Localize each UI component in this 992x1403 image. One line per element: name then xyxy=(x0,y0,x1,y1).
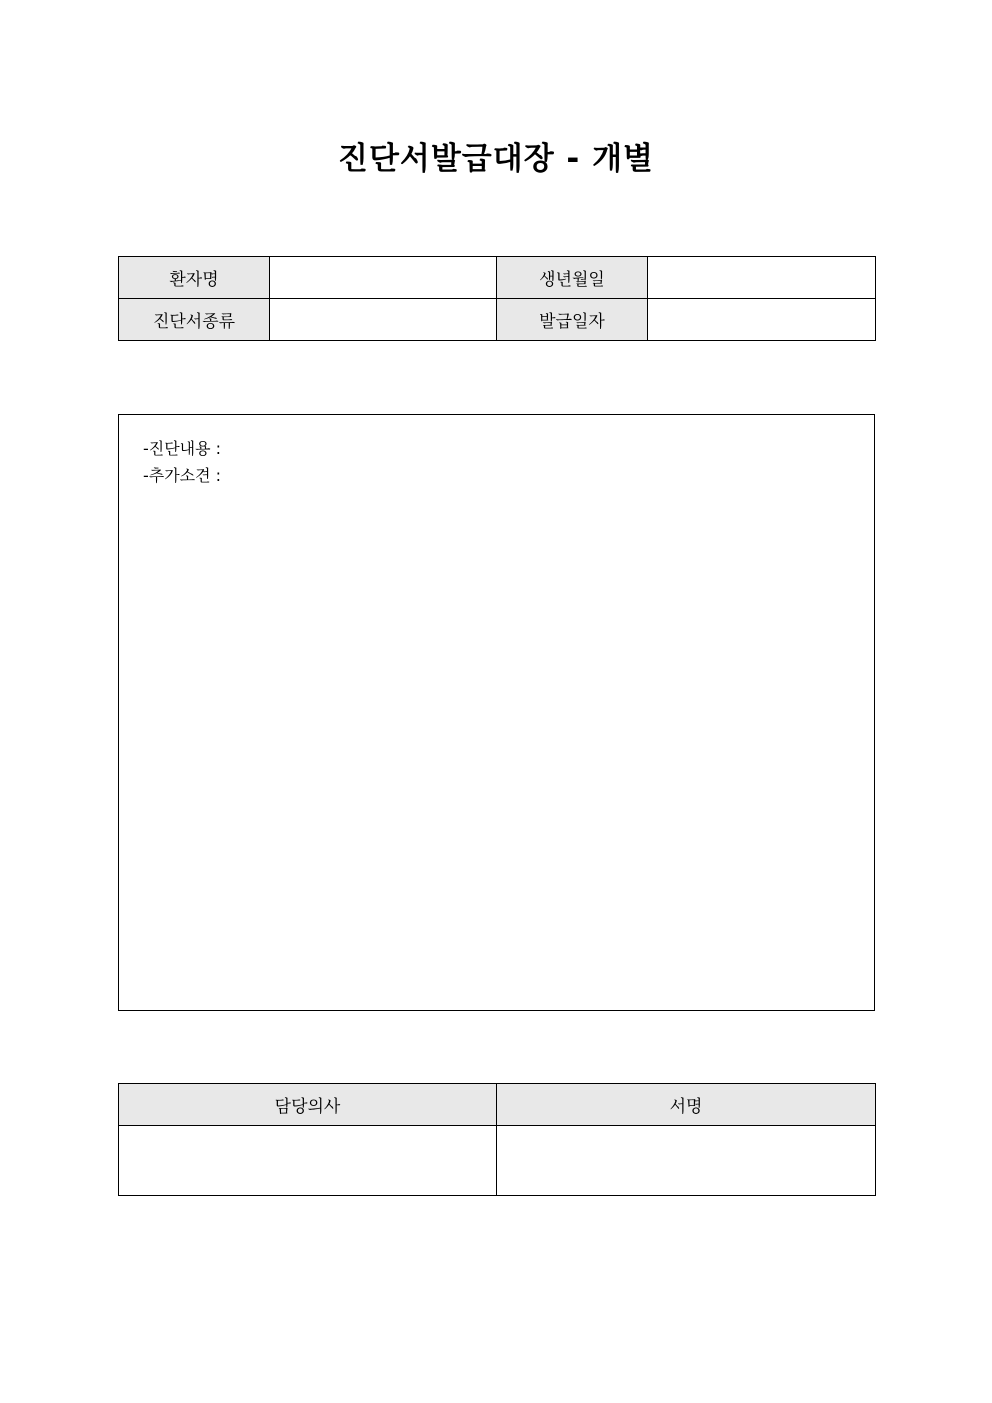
page-title: 진단서발급대장 - 개별 xyxy=(338,141,654,177)
patient-name-label: 환자명 xyxy=(119,257,270,299)
birth-date-label: 생년월일 xyxy=(497,257,648,299)
diagnosis-label: -진단내용 : xyxy=(143,439,222,458)
signature-field[interactable] xyxy=(497,1126,876,1196)
patient-info-table xyxy=(118,256,876,341)
doctor-label: 담당의사 xyxy=(119,1084,497,1126)
content-lines xyxy=(143,435,221,489)
table-row xyxy=(119,257,876,299)
birth-date-field[interactable] xyxy=(648,257,876,299)
table-row xyxy=(119,1126,876,1196)
cert-type-field[interactable] xyxy=(270,299,497,341)
additional-opinion-label: -추가소견 : xyxy=(143,466,222,485)
doctor-field[interactable] xyxy=(119,1126,497,1196)
issue-date-field[interactable] xyxy=(648,299,876,341)
cert-type-label: 진단서종류 xyxy=(119,299,270,341)
issue-date-label: 발급일자 xyxy=(497,299,648,341)
patient-name-field[interactable] xyxy=(270,257,497,299)
table-row xyxy=(119,1084,876,1126)
diagnosis-content-box[interactable] xyxy=(118,414,875,1011)
signature-table xyxy=(118,1083,876,1196)
signature-label: 서명 xyxy=(497,1084,876,1126)
table-row xyxy=(119,299,876,341)
